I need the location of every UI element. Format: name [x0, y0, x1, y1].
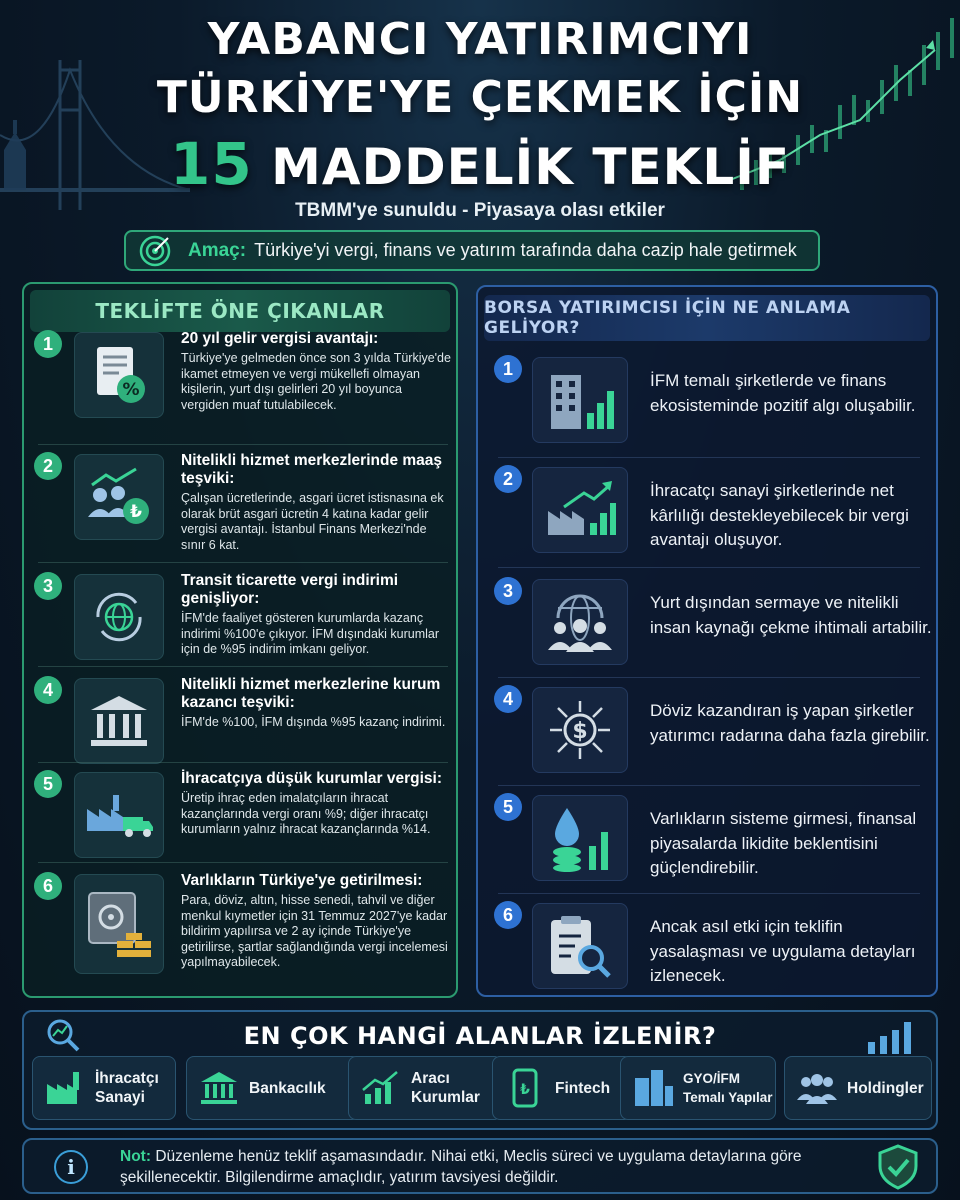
highlights-panel — [22, 282, 458, 998]
clipboard-search-icon — [532, 903, 628, 989]
chip-label-line1: Bankacılık — [249, 1079, 326, 1097]
divider — [38, 562, 448, 563]
safe-gold-icon — [74, 874, 164, 974]
factory-icon — [43, 1066, 87, 1110]
globe-people-icon — [532, 579, 628, 665]
impact-text: İhracatçı sanayi şirketlerinde net kârlılığı destekleyebilecek bir vergi avantajı oluşuyor. — [650, 481, 909, 549]
chip-holdings — [784, 1056, 932, 1120]
subtitle: TBMM'ye sunuldu - Piyasaya olası etkiler — [295, 200, 665, 221]
chip-label-line2: Kurumlar — [411, 1089, 480, 1106]
item-number: 1 — [494, 355, 522, 383]
info-icon: i — [54, 1150, 88, 1184]
globe-cycle-icon — [74, 574, 164, 660]
buildings-icon — [631, 1066, 675, 1110]
title-line-3 — [0, 130, 960, 198]
divider — [498, 785, 920, 786]
watch-areas-title: EN ÇOK HANGİ ALANLAR İZLENİR? — [243, 1022, 717, 1050]
impact-text: Varlıkların sisteme girmesi, finansal piyasalarda likidite beklentisini güçlendirebilir. — [650, 809, 917, 877]
bank-building-icon — [74, 678, 164, 764]
title-number: 15 — [170, 130, 253, 198]
chip-brokerage — [348, 1056, 502, 1120]
building-chart-icon — [532, 357, 628, 443]
item-title: Transit ticarette vergi indirimi genişliyor: — [181, 572, 399, 607]
dollar-arrows-icon — [532, 687, 628, 773]
note-label: Not: — [120, 1148, 151, 1165]
svg-text:%: % — [122, 380, 140, 400]
item-body: Para, döviz, altın, hisse senedi, tahvil ve diğer menkul kıymetler için 31 Temmuz 2027'ye kadar bildirim yapılırsa ve 2 ay içinde Türkiye'ye getirilirse, şartlar sağlandığında vergi incelemesi yapılmayabilecek. — [181, 893, 448, 969]
item-number: 4 — [494, 685, 522, 713]
divider — [38, 762, 448, 763]
item-body: Türkiye'ye gelmeden önce son 3 yılda Türkiye'de ikamet etmeyen ve vergi mükellefi olmayan kişilerin, yurt dışı gelirleri 20 yıl boyunca vergiden muaf tutulabilecek. — [181, 351, 451, 412]
bank-icon — [197, 1066, 241, 1110]
impact-text: İFM temalı şirketlerde ve finans ekosisteminde pozitif algı oluşabilir. — [650, 371, 916, 415]
item-title: İhracatçıya düşük kurumlar vergisi: — [181, 770, 443, 787]
hero-banner — [0, 0, 960, 275]
divider — [38, 444, 448, 445]
goal-banner — [124, 230, 820, 271]
chip-label-line1: İhracatçı — [95, 1070, 159, 1087]
divider — [498, 457, 920, 458]
divider — [38, 666, 448, 667]
title-line-1: YABANCI YATIRIMCIYI — [207, 14, 753, 65]
investor-impact-panel — [476, 285, 938, 997]
highlights-heading: TEKLİFTE ÖNE ÇIKANLAR — [30, 290, 450, 332]
target-icon — [138, 234, 172, 268]
item-number: 3 — [494, 577, 522, 605]
chip-label-line1: Aracı — [411, 1070, 450, 1087]
divider — [38, 862, 448, 863]
chip-label-line1: Holdingler — [847, 1079, 924, 1097]
item-body: Çalışan ücretlerinde, asgari ücret istisnasına ek olarak brüt asgari ücretin 4 katına kadar gelir vergisi avantajı. İstanbul Finans Merkezi'nde sınır 6 kat. — [181, 491, 444, 552]
factory-truck-icon — [74, 772, 164, 858]
people-lira-icon — [74, 454, 164, 540]
svg-text:$: $ — [572, 719, 588, 744]
item-number: 6 — [34, 872, 62, 900]
impact-text: Döviz kazandıran iş yapan şirketler yatırımcı radarına daha fazla girebilir. — [650, 701, 930, 745]
chip-label-line1: GYO/İFM — [683, 1071, 740, 1086]
chip-label-line2: Temalı Yapılar — [683, 1090, 773, 1105]
item-title: Nitelikli hizmet merkezlerine kurum kazancı teşviki: — [181, 676, 441, 711]
item-body: Üretip ihraç eden imalatçıların ihracat kazançlarında vergi oranı %9; diğer ihracatçı kurumların yalnız ihracat kazançlarında %14. — [181, 791, 431, 836]
item-title: Nitelikli hizmet merkezlerinde maaş teşviki: — [181, 452, 443, 487]
shield-check-icon — [876, 1144, 920, 1190]
liquidity-coins-icon — [532, 795, 628, 881]
chip-label-line2: Sanayi — [95, 1089, 145, 1106]
note-text: Düzenleme henüz teklif aşamasındadır. Nihai etki, Meclis süreci ve uygulama detaylarına göre şekillenecektir. Bilgilendirme amaçlıdır, yatırım tavsiyesi değildir. — [120, 1148, 802, 1186]
item-number: 3 — [34, 572, 62, 600]
divider — [498, 677, 920, 678]
growth-chart-icon — [359, 1066, 403, 1110]
item-title: 20 yıl gelir vergisi avantajı: — [181, 330, 379, 347]
item-number: 4 — [34, 676, 62, 704]
divider — [498, 567, 920, 568]
item-number: 5 — [34, 770, 62, 798]
chip-fintech — [492, 1056, 632, 1120]
item-body: İFM'de %100, İFM dışında %95 kazanç indirimi. — [181, 715, 446, 729]
investor-impact-heading: BORSA YATIRIMCISI İÇİN NE ANLAMA GELİYOR? — [484, 295, 930, 341]
impact-text: Ancak asıl etki için teklifin yasalaşması ve uygulama detayları izlenecek. — [650, 917, 916, 985]
factory-growth-icon — [532, 467, 628, 553]
item-number: 5 — [494, 793, 522, 821]
chip-reit-ifm — [620, 1056, 776, 1120]
disclaimer-note — [22, 1138, 938, 1194]
chip-label-line1: Fintech — [555, 1079, 611, 1097]
item-number: 2 — [34, 452, 62, 480]
goal-label: Amaç: — [188, 239, 247, 261]
goal-text: Türkiye'yi vergi, finans ve yatırım tarafında daha cazip hale getirmek — [254, 240, 797, 260]
item-body: İFM'de faaliyet gösteren kurumlarda kazanç indirimi %100'e çıkıyor. İFM dışındaki kurumlar için de %95 indirim imkanı geliyor. — [181, 611, 440, 656]
divider — [498, 893, 920, 894]
title-line-2: TÜRKİYE'YE ÇEKMEK İÇİN — [156, 72, 804, 123]
watch-areas-panel — [22, 1010, 938, 1130]
impact-text: Yurt dışından sermaye ve nitelikli insan kaynağı çekme ihtimali artabilir. — [650, 593, 932, 637]
chip-exporter-industry — [32, 1056, 176, 1120]
item-number: 2 — [494, 465, 522, 493]
svg-text:₺: ₺ — [520, 1082, 530, 1098]
chip-banking — [186, 1056, 360, 1120]
item-title: Varlıkların Türkiye'ye getirilmesi: — [181, 872, 423, 889]
people-icon — [795, 1066, 839, 1110]
title-line-3-text: MADDELİK TEKLİF — [271, 138, 790, 196]
phone-icon — [503, 1066, 547, 1110]
item-number: 1 — [34, 330, 62, 358]
svg-text:₺: ₺ — [130, 502, 142, 522]
note-text-block — [120, 1146, 860, 1188]
item-number: 6 — [494, 901, 522, 929]
document-percent-icon — [74, 332, 164, 418]
